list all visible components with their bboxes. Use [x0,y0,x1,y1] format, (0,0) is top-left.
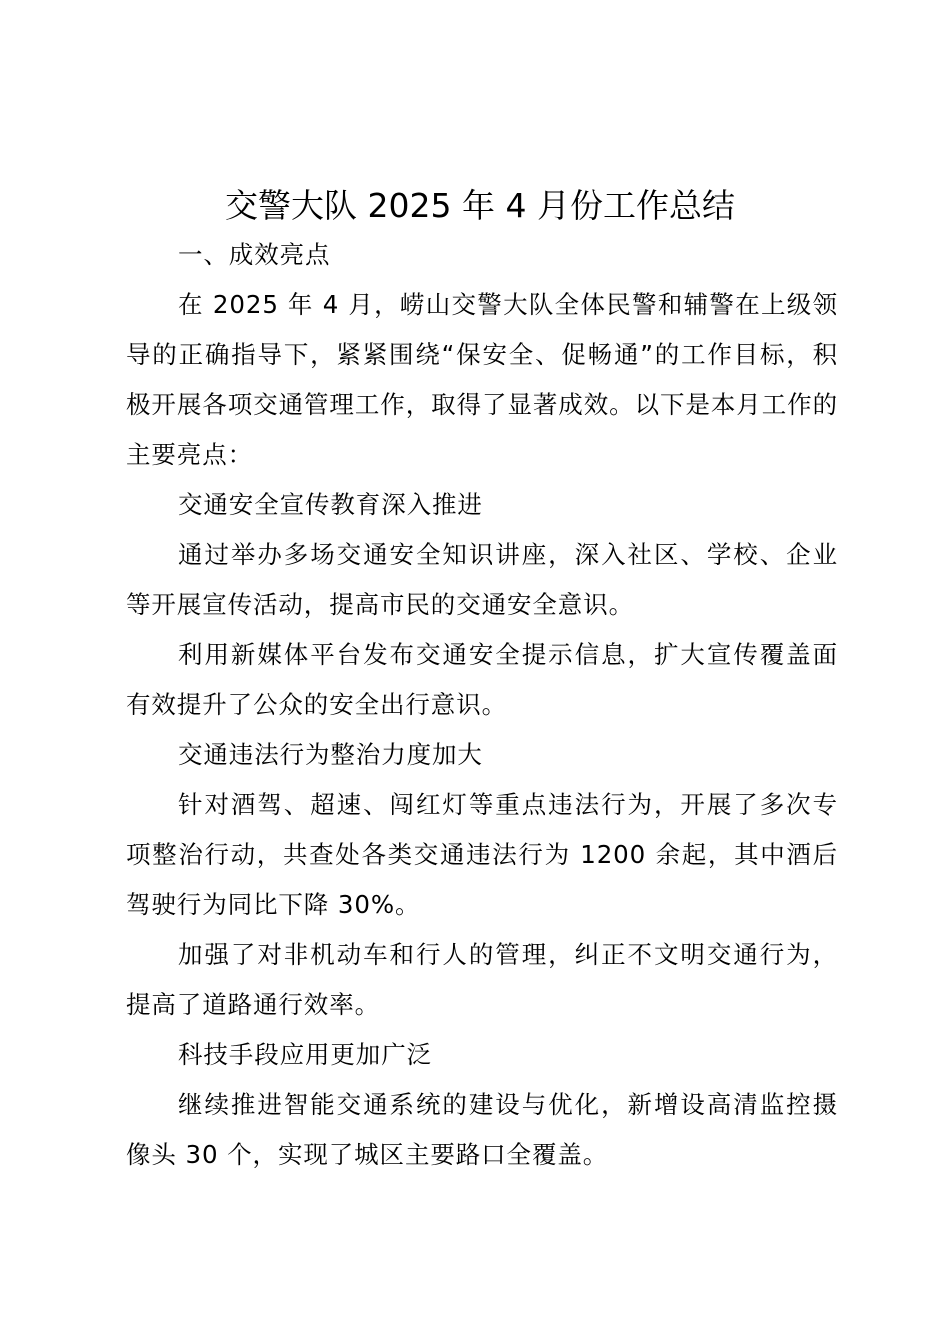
paragraph-lectures: 通过举办多场交通安全知识讲座，深入社区、学校、企业等开展宣传活动，提高市民的交通安全意识。 [126,540,838,619]
subheading-enforcement: 交通违法行为整治力度加大 [178,740,483,769]
paragraph-non-motor: 加强了对非机动车和行人的管理，纠正不文明交通行为，提高了道路通行效率。 [126,940,838,1019]
subheading-technology: 科技手段应用更加广泛 [178,1040,432,1069]
paragraph-smart-traffic: 继续推进智能交通系统的建设与优化，新增设高清监控摄像头 30 个，实现了城区主要路口全覆盖。 [126,1090,838,1169]
paragraph-special-campaign: 针对酒驾、超速、闯红灯等重点违法行为，开展了多次专项整治行动，共查处各类交通违法行为 1200 余起，其中酒后驾驶行为同比下降 30%。 [126,790,838,919]
subheading-publicity: 交通安全宣传教育深入推进 [178,490,483,519]
section-heading-highlights: 一、成效亮点 [178,240,331,269]
paragraph-intro: 在 2025 年 4 月，崂山交警大队全体民警和辅警在上级领导的正确指导下，紧紧围绕“保安全、促畅通”的工作目标，积极开展各项交通管理工作，取得了显著成效。以下是本月工作的主要亮点： [126,290,838,469]
document-title: 交警大队 2025 年 4 月份工作总结 [225,186,735,225]
document-body [126,230,838,1180]
paragraph-new-media: 利用新媒体平台发布交通安全提示信息，扩大宣传覆盖面有效提升了公众的安全出行意识。 [126,640,838,719]
